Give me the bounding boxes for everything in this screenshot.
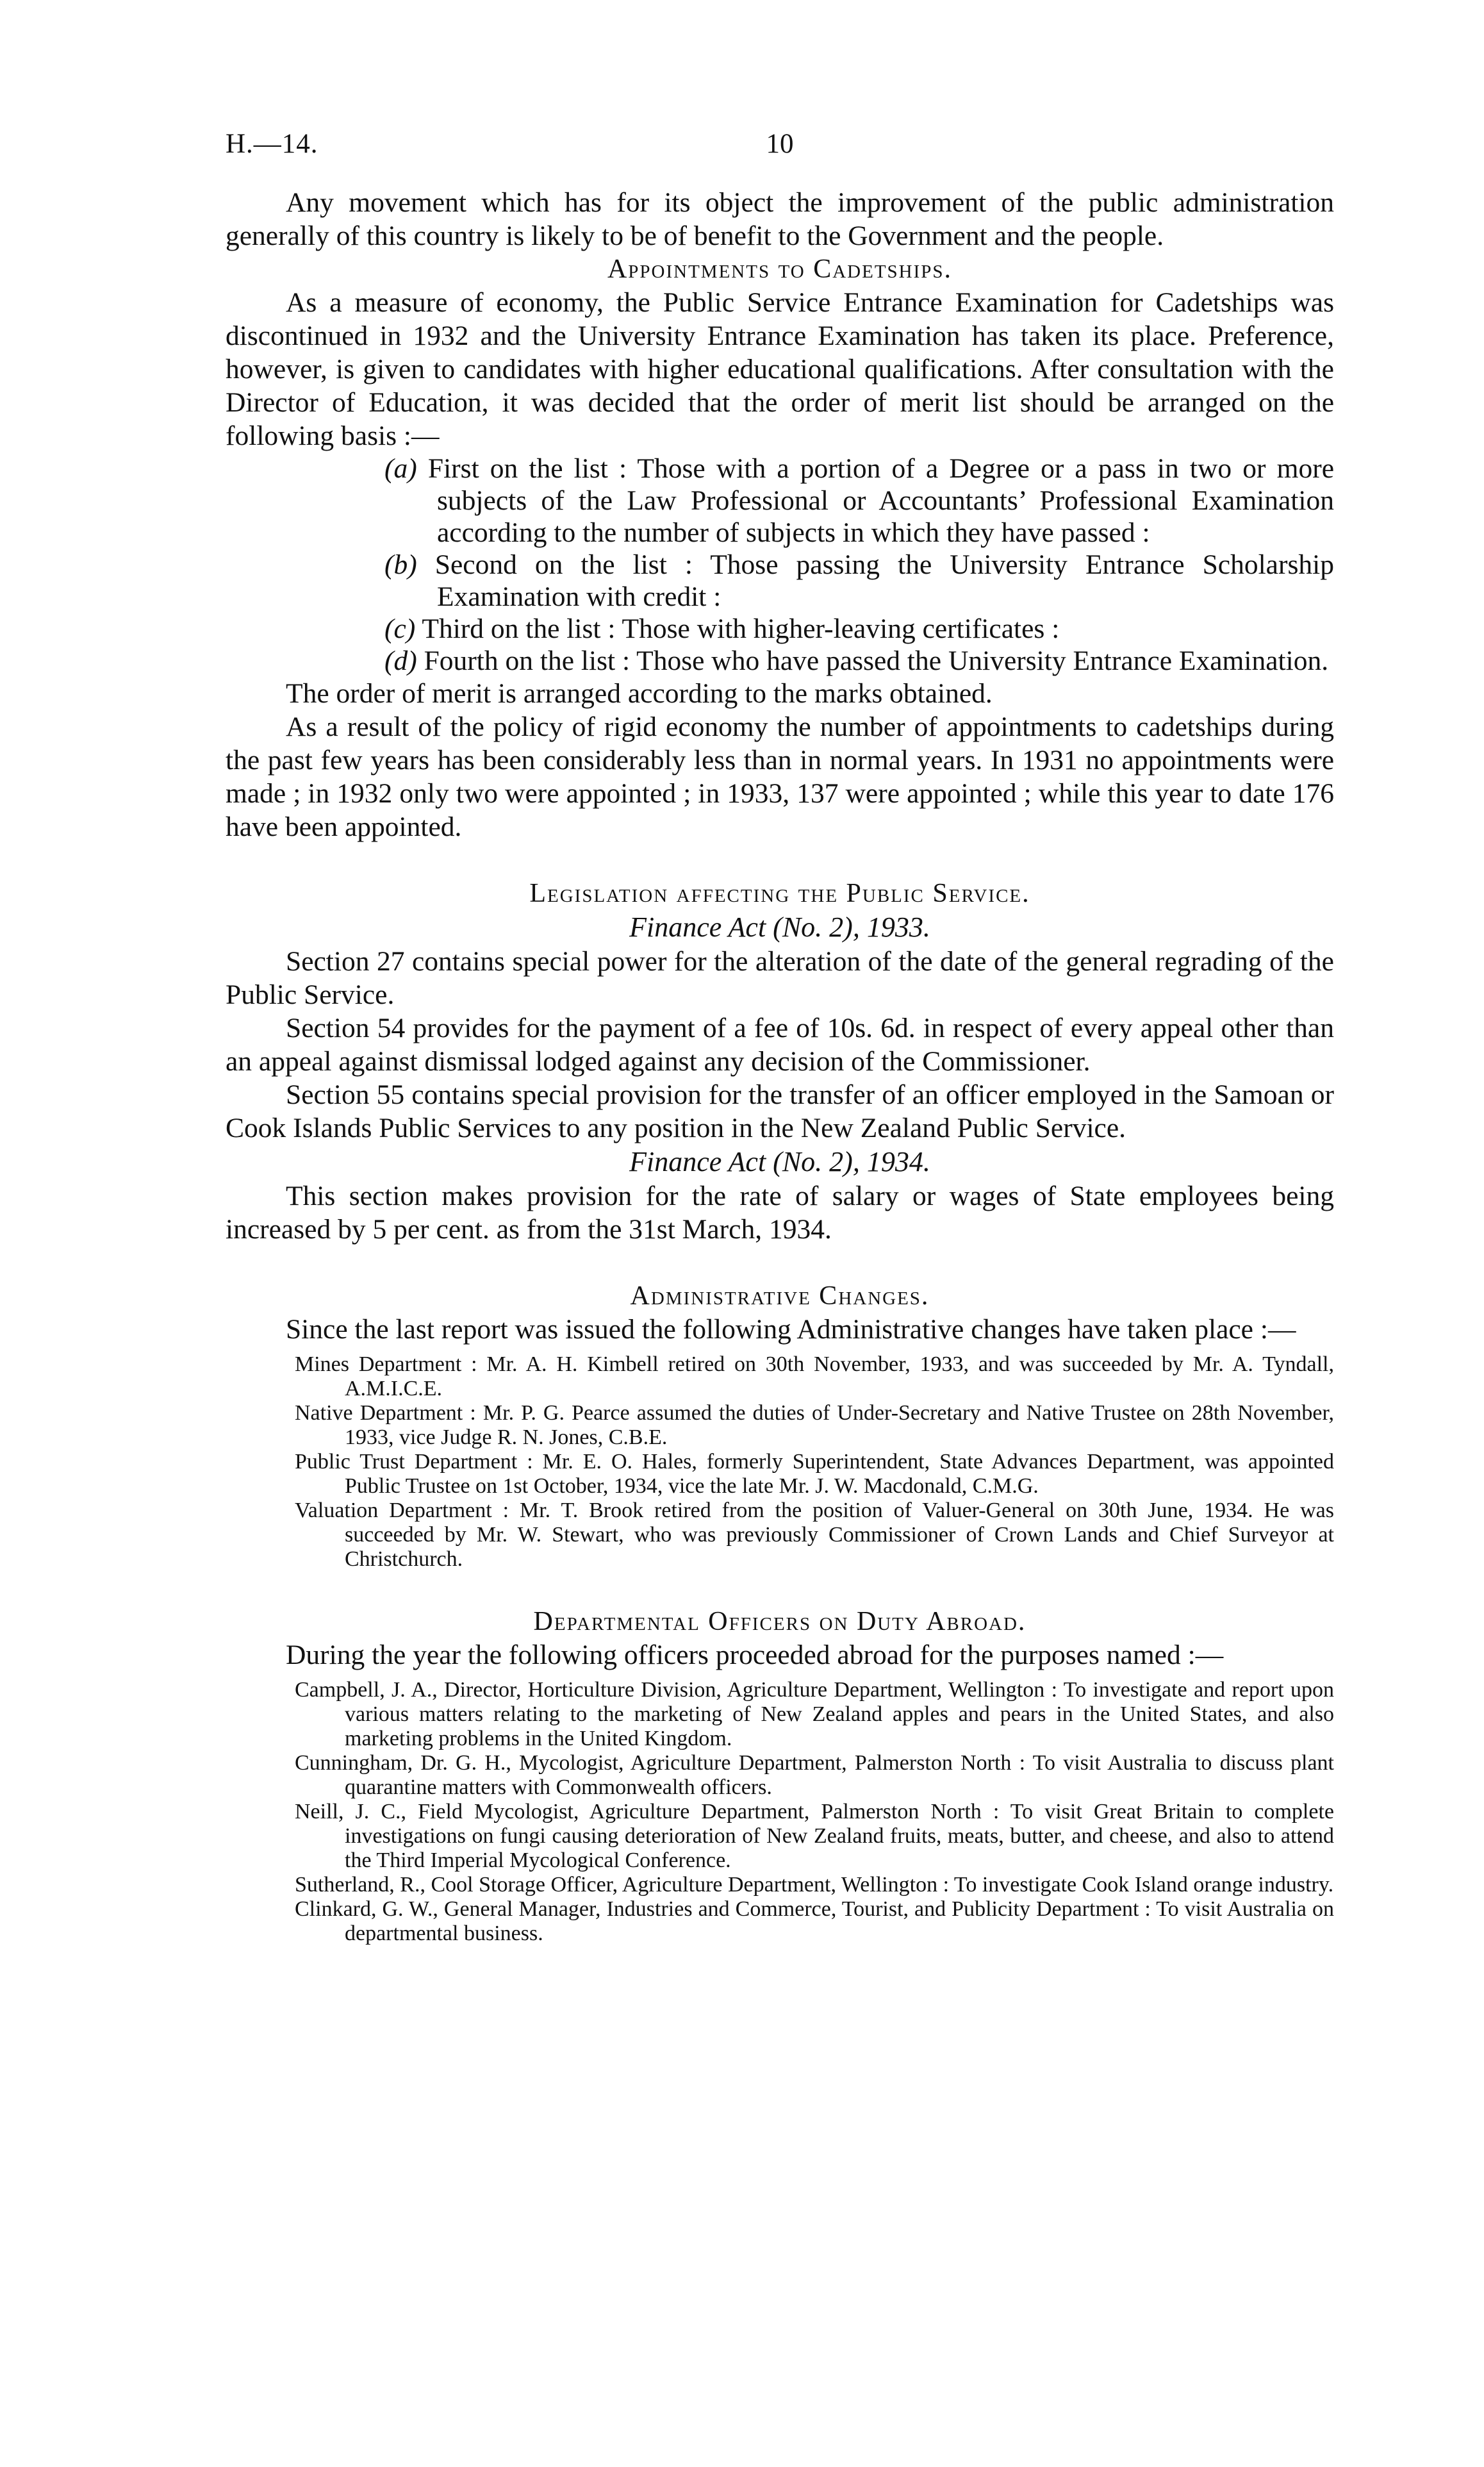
appointments-paragraph: As a result of the policy of rigid economy the number of appointments to cadetships during the past few years has been considerably less than in normal years. In 1931 no appointments were made ; in 1932 only two were appointed ; in 1933, 137 were appointed ; while this year to date 176 have been appointed. <box>226 711 1334 842</box>
officers-abroad-heading: Departmental Officers on Duty Abroad. <box>533 1607 1026 1636</box>
page-number: 10 <box>766 129 794 159</box>
list-item <box>226 613 1334 645</box>
finance-act-1933-heading: Finance Act (No. 2), 1933. <box>629 911 930 943</box>
list-item: Cunningham, Dr. G. H., Mycologist, Agriculture Department, Palmerston North : To visit Australia to discuss plant quarantine matters with Commonwealth officers. <box>295 1751 1334 1799</box>
section-27-paragraph: Section 27 contains special power for the alteration of the date of the general regrading of the Public Service. <box>226 946 1334 1010</box>
finance-act-1934-paragraph: This section makes provision for the rate of salary or wages of State employees being increased by 5 per cent. as from the 31st March, 1934. <box>226 1181 1334 1245</box>
section-55-paragraph: Section 55 contains special provision for the transfer of an officer employed in the Samoan or Cook Islands Public Services to any position in the New Zealand Public Service. <box>226 1079 1334 1143</box>
list-item <box>226 453 1334 549</box>
list-item <box>226 645 1334 677</box>
cadetships-heading: Appointments to Cadetships. <box>607 254 953 284</box>
admin-changes-intro: Since the last report was issued the following Administrative changes have taken place :— <box>286 1314 1296 1345</box>
document-reference: H.—14. <box>226 129 318 159</box>
list-item <box>226 549 1334 613</box>
merit-order-paragraph: The order of merit is arranged according to the marks obtained. <box>286 678 993 709</box>
list-marker: (a) <box>384 453 417 484</box>
list-item: Native Department : Mr. P. G. Pearce assumed the duties of Under-Secretary and Native Trustee on 28th November, 1933, vice Judge R. N. Jones, C.B.E. <box>295 1401 1334 1449</box>
list-item: Mines Department : Mr. A. H. Kimbell retired on 30th November, 1933, and was succeeded by Mr. A. Tyndall, A.M.I.C.E. <box>295 1352 1334 1400</box>
section-54-paragraph: Section 54 provides for the payment of a fee of 10s. 6d. in respect of every appeal other than an appeal against dismissal lodged against any decision of the Commissioner. <box>226 1013 1334 1077</box>
list-item: Valuation Department : Mr. T. Brook retired from the position of Valuer-General on 30th June, 1934. He was succeeded by Mr. W. Stewart, who was previously Commissioner of Crown Lands and Chief Surveyor at Christchurch. <box>295 1499 1334 1571</box>
page-body <box>226 186 1334 1946</box>
admin-changes-list <box>226 1352 1334 1572</box>
list-item: Campbell, J. A., Director, Horticulture Division, Agriculture Department, Wellington : To investigate and report upon various matters relating to the marketing of New Zealand apples and pears in the United States, and also marketing problems in the United Kingdom. <box>295 1678 1334 1750</box>
list-item-text: Third on the list : Those with higher-leaving certificates : <box>422 613 1060 644</box>
finance-act-1934-heading: Finance Act (No. 2), 1934. <box>629 1146 930 1177</box>
list-item: Clinkard, G. W., General Manager, Industries and Commerce, Tourist, and Publicity Department : To visit Australia on departmental business. <box>295 1897 1334 1945</box>
list-item-text: First on the list : Those with a portion of a Degree or a pass in two or more subjects of the Law Professional or Accountants’ Professional Examination according to the number of subjects in which they have passed : <box>427 453 1335 548</box>
merit-basis-list <box>226 453 1334 677</box>
list-marker: (d) <box>384 645 417 676</box>
officers-abroad-intro: During the year the following officers proceeded abroad for the purposes named :— <box>286 1640 1224 1670</box>
list-marker: (b) <box>384 549 417 580</box>
list-item: Public Trust Department : Mr. E. O. Hales, formerly Superintendent, State Advances Department, was appointed Public Trustee on 1st October, 1934, vice the late Mr. J. W. Macdonald, C.M.G. <box>295 1450 1334 1498</box>
list-item-text: Second on the list : Those passing the University Entrance Scholarship Examination with credit : <box>434 549 1334 612</box>
list-marker: (c) <box>384 613 416 644</box>
list-item: Neill, J. C., Field Mycologist, Agriculture Department, Palmerston North : To visit Great Britain to complete investigations on fungi causing deterioration of New Zealand fruits, meats, butter, and cheese, and also to attend the Third Imperial Mycological Conference. <box>295 1800 1334 1872</box>
list-item-text: Fourth on the list : Those who have passed the University Entrance Examination. <box>424 645 1329 676</box>
page-header <box>226 128 1334 167</box>
intro-paragraph: Any movement which has for its object the improvement of the public administration generally of this country is likely to be of benefit to the Government and the people. <box>226 187 1334 251</box>
officers-abroad-list <box>226 1678 1334 1946</box>
list-item: Sutherland, R., Cool Storage Officer, Agriculture Department, Wellington : To investigate Cook Island orange industry. <box>295 1873 1334 1897</box>
legislation-heading: Legislation affecting the Public Service. <box>529 879 1030 908</box>
admin-changes-heading: Administrative Changes. <box>630 1281 930 1311</box>
cadetships-paragraph: As a measure of economy, the Public Service Entrance Examination for Cadetships was discontinued in 1932 and the University Entrance Examination has taken its place. Preference, however, is given to candidates with higher educational qualifications. After consultation with the Director of Education, it was decided that the order of merit list should be arranged on the following basis :— <box>226 287 1334 451</box>
